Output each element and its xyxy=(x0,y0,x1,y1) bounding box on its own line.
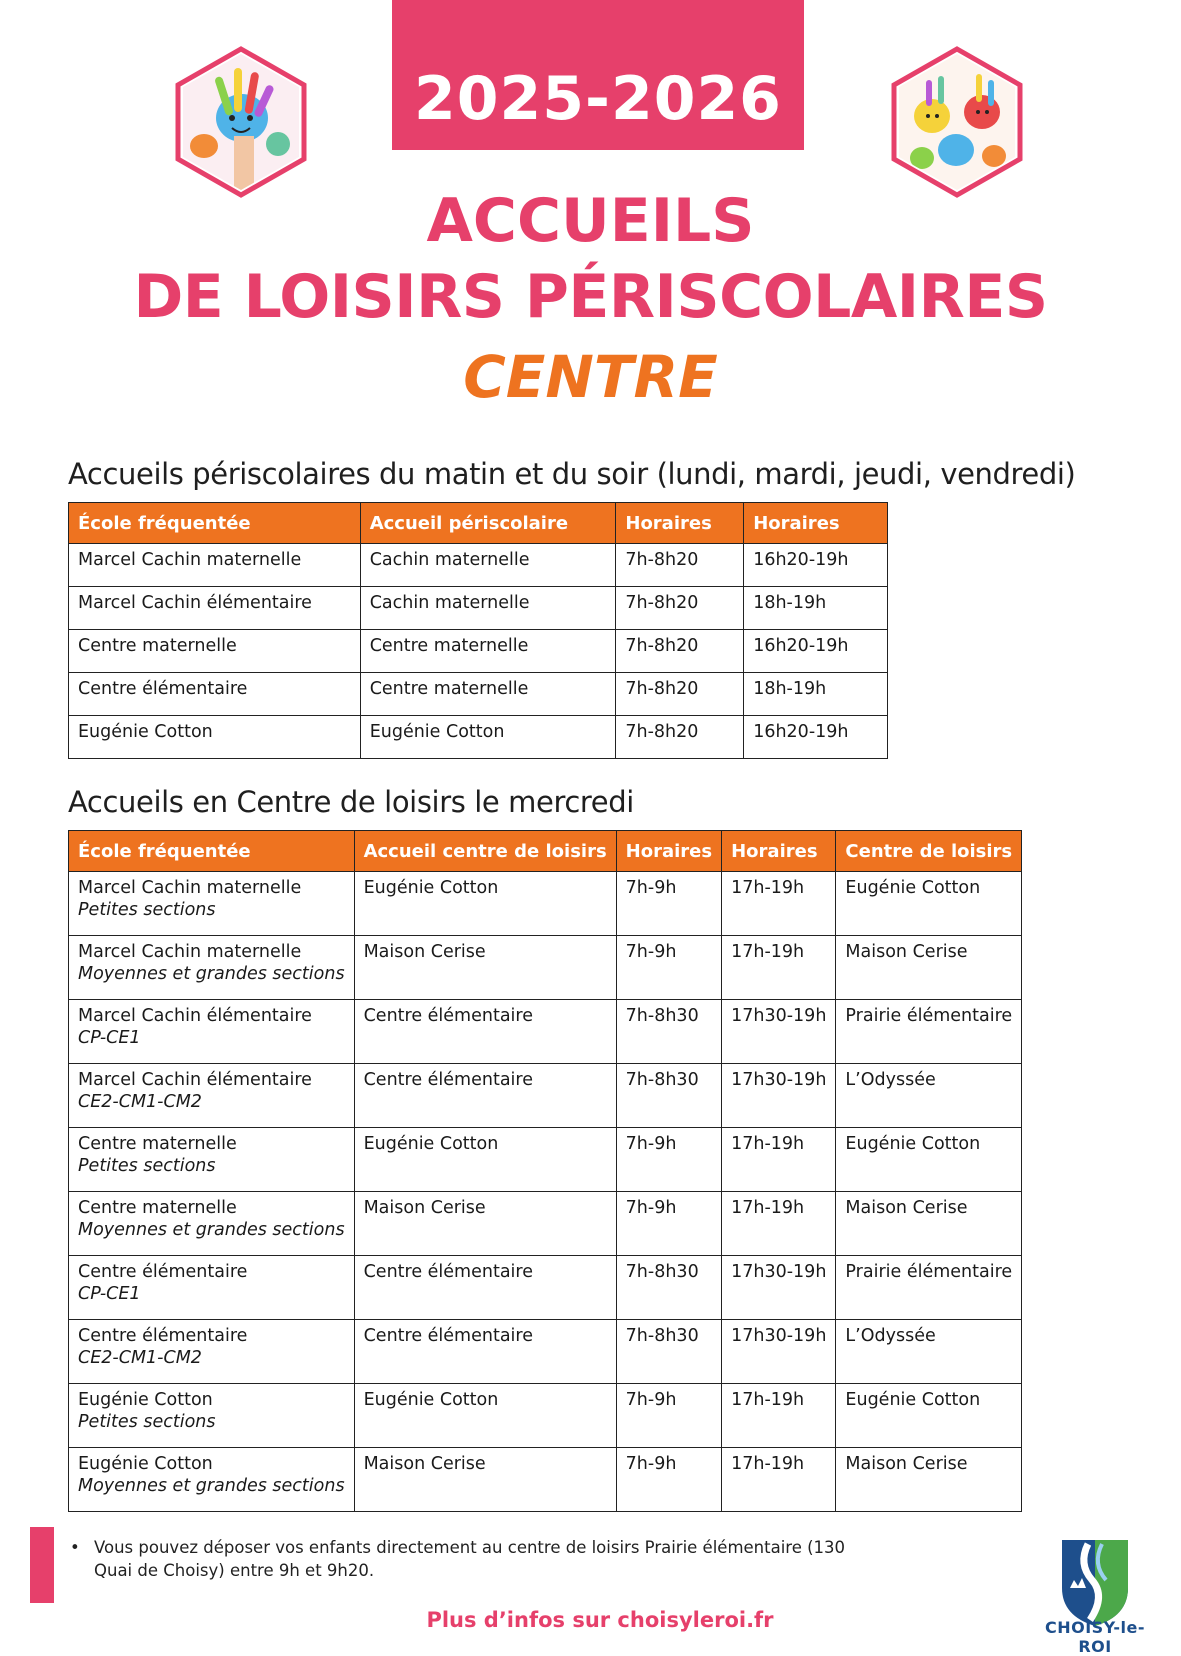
mercredi-table xyxy=(68,830,1022,1512)
title-line-1: ACCUEILS xyxy=(426,186,755,256)
painted-hands-photo-left xyxy=(174,46,308,198)
table-cell: 7h-8h20 xyxy=(616,716,744,759)
table-cell: Centre élémentaire xyxy=(354,1000,616,1064)
col-header: Accueil centre de loisirs xyxy=(354,831,616,872)
school-name: Centre maternelle xyxy=(78,1134,237,1154)
table-cell: Centre maternelle xyxy=(69,630,361,673)
school-cell xyxy=(69,1448,355,1512)
col-header: École fréquentée xyxy=(69,503,361,544)
school-name: Marcel Cachin élémentaire xyxy=(78,1070,312,1090)
table-header-row xyxy=(69,831,1022,872)
school-name: Marcel Cachin maternelle xyxy=(78,942,302,962)
table-cell: Marcel Cachin maternelle xyxy=(69,544,361,587)
table-cell: Maison Cerise xyxy=(354,936,616,1000)
note-accent-bar xyxy=(30,1527,54,1603)
school-section: Petites sections xyxy=(78,1156,216,1176)
table-cell: 17h30-19h xyxy=(722,1256,836,1320)
table-cell: Maison Cerise xyxy=(836,1192,1022,1256)
table-cell: 7h-9h xyxy=(616,1128,721,1192)
school-cell xyxy=(69,1192,355,1256)
table-row xyxy=(69,1256,1022,1320)
section2-title: Accueils en Centre de loisirs le mercredi xyxy=(68,785,634,819)
school-name: Eugénie Cotton xyxy=(78,1390,213,1410)
table-cell: L’Odyssée xyxy=(836,1064,1022,1128)
table-cell: 17h30-19h xyxy=(722,1064,836,1128)
school-section: CE2-CM1-CM2 xyxy=(78,1348,202,1368)
table-cell: 16h20-19h xyxy=(744,544,888,587)
table-row xyxy=(69,872,1022,936)
table-cell: Eugénie Cotton xyxy=(354,872,616,936)
school-name: Marcel Cachin maternelle xyxy=(78,878,302,898)
table-cell: 7h-8h20 xyxy=(616,673,744,716)
table-row xyxy=(69,544,888,587)
table-cell: Maison Cerise xyxy=(354,1448,616,1512)
table-cell: 7h-9h xyxy=(616,1384,721,1448)
periscolaire-table xyxy=(68,502,888,759)
table-cell: 7h-8h20 xyxy=(616,587,744,630)
table-cell: 7h-8h20 xyxy=(616,630,744,673)
col-header: École fréquentée xyxy=(69,831,355,872)
table-cell: Centre maternelle xyxy=(360,630,616,673)
table-cell: Cachin maternelle xyxy=(360,587,616,630)
table-row xyxy=(69,1000,1022,1064)
table-cell: 7h-8h30 xyxy=(616,1320,721,1384)
table-cell: 7h-8h20 xyxy=(616,544,744,587)
footnote xyxy=(70,1536,880,1582)
school-name: Eugénie Cotton xyxy=(78,1454,213,1474)
table-cell: Marcel Cachin élémentaire xyxy=(69,587,361,630)
table-cell: Prairie élémentaire xyxy=(836,1000,1022,1064)
table-row xyxy=(69,716,888,759)
bullet: • xyxy=(70,1538,80,1557)
table-cell: 7h-9h xyxy=(616,1448,721,1512)
table-row xyxy=(69,1384,1022,1448)
table-row xyxy=(69,936,1022,1000)
school-cell xyxy=(69,1064,355,1128)
more-info-link[interactable]: Plus d’infos sur choisyleroi.fr xyxy=(426,1608,774,1632)
school-section: CP-CE1 xyxy=(78,1028,141,1048)
school-section: CP-CE1 xyxy=(78,1284,141,1304)
table-cell: 17h-19h xyxy=(722,936,836,1000)
table-cell: L’Odyssée xyxy=(836,1320,1022,1384)
section1-title: Accueils périscolaires du matin et du soir (lundi, mardi, jeudi, vendredi) xyxy=(68,457,1076,491)
table-cell: 17h-19h xyxy=(722,1384,836,1448)
table-cell: Prairie élémentaire xyxy=(836,1256,1022,1320)
school-cell xyxy=(69,1384,355,1448)
table-cell: Eugénie Cotton xyxy=(360,716,616,759)
col-header: Horaires xyxy=(744,503,888,544)
table-cell: 17h30-19h xyxy=(722,1320,836,1384)
table-row xyxy=(69,630,888,673)
table-cell: Centre élémentaire xyxy=(354,1320,616,1384)
table-cell: Eugénie Cotton xyxy=(836,1384,1022,1448)
col-header: Centre de loisirs xyxy=(836,831,1022,872)
table-cell: 18h-19h xyxy=(744,673,888,716)
table-cell: 17h-19h xyxy=(722,1448,836,1512)
table-row xyxy=(69,1320,1022,1384)
school-section: Moyennes et grandes sections xyxy=(78,1476,345,1496)
table-cell: Eugénie Cotton xyxy=(354,1384,616,1448)
table-cell: Maison Cerise xyxy=(836,1448,1022,1512)
col-header: Horaires xyxy=(722,831,836,872)
table-cell: Centre élémentaire xyxy=(354,1064,616,1128)
table-cell: 17h30-19h xyxy=(722,1000,836,1064)
school-section: Moyennes et grandes sections xyxy=(78,964,345,984)
school-cell xyxy=(69,1320,355,1384)
title-line-3: CENTRE xyxy=(463,343,718,411)
school-cell xyxy=(69,1256,355,1320)
col-header: Horaires xyxy=(616,503,744,544)
table-cell: 18h-19h xyxy=(744,587,888,630)
school-cell xyxy=(69,936,355,1000)
col-header: Accueil périscolaire xyxy=(360,503,616,544)
school-section: Petites sections xyxy=(78,1412,216,1432)
table-row xyxy=(69,1128,1022,1192)
school-cell xyxy=(69,1000,355,1064)
table-cell: Centre élémentaire xyxy=(69,673,361,716)
footnote-text: Vous pouvez déposer vos enfants directement au centre de loisirs Prairie élémentaire (130 Quai de Choisy) entre 9h et 9h20. xyxy=(94,1538,846,1580)
school-name: Marcel Cachin élémentaire xyxy=(78,1006,312,1026)
table-cell: 17h-19h xyxy=(722,872,836,936)
table-row xyxy=(69,1064,1022,1128)
table-cell: 16h20-19h xyxy=(744,716,888,759)
table-cell: 7h-8h30 xyxy=(616,1000,721,1064)
year-banner xyxy=(392,0,804,150)
col-header: Horaires xyxy=(616,831,721,872)
table-cell: 17h-19h xyxy=(722,1192,836,1256)
table-cell: Maison Cerise xyxy=(836,936,1022,1000)
school-name: Centre élémentaire xyxy=(78,1326,248,1346)
school-cell xyxy=(69,1128,355,1192)
table-cell: 7h-8h30 xyxy=(616,1256,721,1320)
table-cell: 7h-9h xyxy=(616,1192,721,1256)
school-cell xyxy=(69,872,355,936)
table-row xyxy=(69,1192,1022,1256)
title-line-2: DE LOISIRS PÉRISCOLAIRES xyxy=(133,262,1048,332)
school-section: CE2-CM1-CM2 xyxy=(78,1092,202,1112)
table-row xyxy=(69,587,888,630)
table-header-row xyxy=(69,503,888,544)
table-cell: Cachin maternelle xyxy=(360,544,616,587)
table-row xyxy=(69,1448,1022,1512)
school-section: Petites sections xyxy=(78,900,216,920)
year-label: 2025-2026 xyxy=(414,64,782,134)
painted-hands-photo-right xyxy=(890,46,1024,198)
table-row xyxy=(69,673,888,716)
table-cell: Eugénie Cotton xyxy=(354,1128,616,1192)
table-cell: 7h-9h xyxy=(616,936,721,1000)
table-cell: Maison Cerise xyxy=(354,1192,616,1256)
table-cell: 7h-8h30 xyxy=(616,1064,721,1128)
logo-text: CHOISY-le-ROI xyxy=(1044,1618,1146,1656)
table-cell: 17h-19h xyxy=(722,1128,836,1192)
table-cell: Eugénie Cotton xyxy=(836,1128,1022,1192)
table-cell: 16h20-19h xyxy=(744,630,888,673)
table-cell: Centre maternelle xyxy=(360,673,616,716)
table-cell: Eugénie Cotton xyxy=(69,716,361,759)
table-cell: 7h-9h xyxy=(616,872,721,936)
school-name: Centre élémentaire xyxy=(78,1262,248,1282)
table-cell: Centre élémentaire xyxy=(354,1256,616,1320)
school-section: Moyennes et grandes sections xyxy=(78,1220,345,1240)
table-cell: Eugénie Cotton xyxy=(836,872,1022,936)
school-name: Centre maternelle xyxy=(78,1198,237,1218)
